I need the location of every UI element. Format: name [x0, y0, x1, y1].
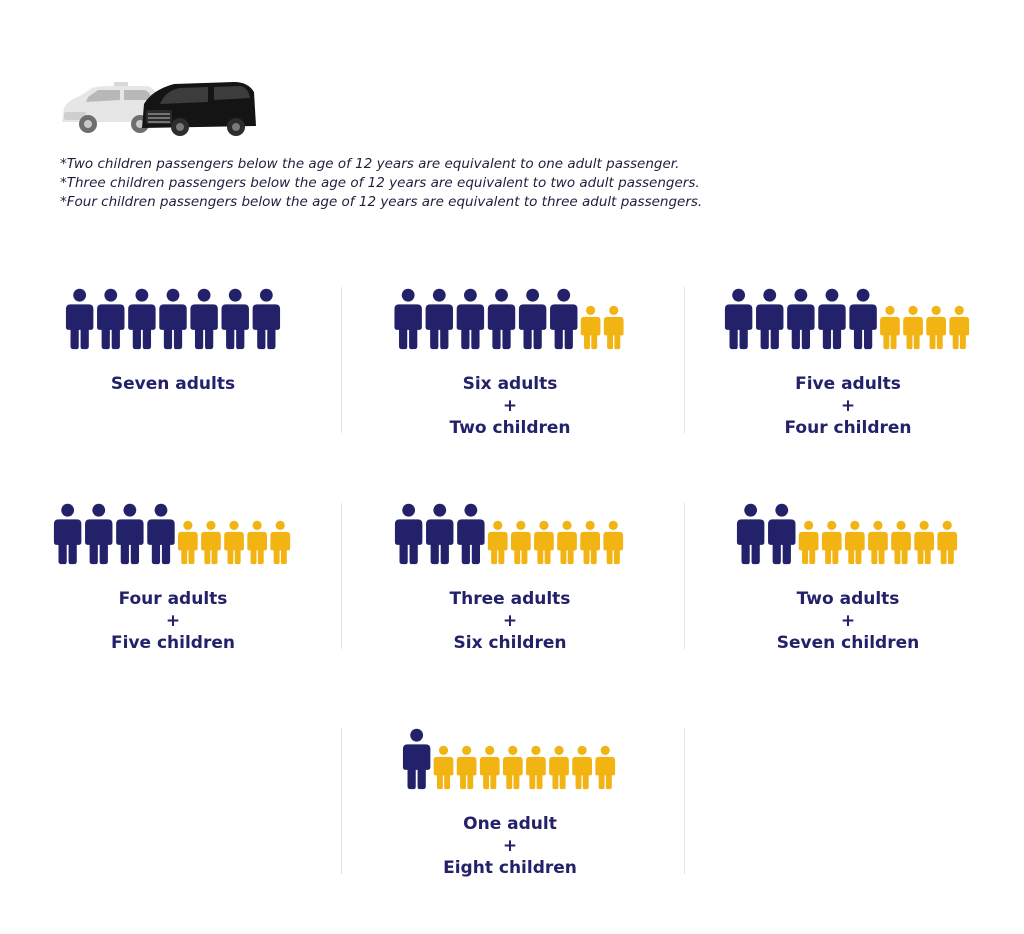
adult-icon	[253, 289, 280, 349]
passenger-icons	[3, 500, 343, 566]
adult-icon	[457, 504, 484, 564]
child-icon	[822, 521, 842, 564]
child-icon	[604, 306, 624, 349]
child-icon	[434, 746, 454, 789]
adult-icon	[737, 504, 764, 564]
child-icon	[247, 521, 267, 564]
combination-label	[3, 588, 343, 654]
plus-sign: +	[165, 611, 181, 631]
adult-icon	[159, 289, 186, 349]
adult-icon	[426, 504, 453, 564]
passenger-icons	[340, 500, 680, 566]
plus-sign: +	[502, 836, 518, 856]
child-icon	[178, 521, 198, 564]
child-icon	[503, 746, 523, 789]
child-icon	[949, 306, 969, 349]
child-icon	[914, 521, 934, 564]
child-icon	[480, 746, 500, 789]
note-line-3: *Four children passengers below the age of 12 years are equivalent to three adult passengers.	[60, 194, 703, 210]
child-icon	[526, 746, 546, 789]
adult-icon	[66, 289, 93, 349]
children-text: Five children	[111, 633, 235, 653]
child-icon	[572, 746, 592, 789]
adult-icon	[725, 289, 752, 349]
child-icon	[549, 746, 569, 789]
plus-sign: +	[840, 396, 856, 416]
children-text: Eight children	[443, 858, 577, 878]
adult-icon	[147, 504, 174, 564]
note-line-2: *Three children passengers below the age of 12 years are equivalent to two adult passengers.	[60, 175, 700, 191]
plus-sign: +	[502, 396, 518, 416]
passenger-icons	[340, 285, 680, 351]
adults-text: Three adults	[449, 589, 571, 609]
note-line-1: *Two children passengers below the age of 12 years are equivalent to one adult passenger.	[60, 156, 680, 172]
child-icon	[937, 521, 957, 564]
passenger-icons	[678, 285, 1018, 351]
adult-icon	[768, 504, 795, 564]
combination-label	[340, 813, 680, 879]
combination-label	[678, 588, 1018, 654]
combination-label	[678, 373, 1018, 439]
child-icon	[903, 306, 923, 349]
adults-text: Four adults	[118, 589, 228, 609]
adult-icon	[787, 289, 814, 349]
adults-text: Six adults	[462, 374, 558, 394]
adult-icon	[550, 289, 577, 349]
child-icon	[224, 521, 244, 564]
child-icon	[799, 521, 819, 564]
child-icon	[581, 306, 601, 349]
adult-icon	[128, 289, 155, 349]
child-icon	[511, 521, 531, 564]
adult-icon	[116, 504, 143, 564]
child-icon	[926, 306, 946, 349]
child-icon	[868, 521, 888, 564]
adults-text: Two adults	[796, 589, 900, 609]
adult-icon	[222, 289, 249, 349]
adult-icon	[457, 289, 484, 349]
adult-icon	[818, 289, 845, 349]
plus-sign: +	[840, 611, 856, 631]
child-icon	[603, 521, 623, 564]
passenger-icons	[340, 725, 680, 791]
child-icon	[457, 746, 477, 789]
combination-label	[340, 588, 680, 654]
adult-icon	[394, 289, 421, 349]
adult-icon	[426, 289, 453, 349]
child-icon	[891, 521, 911, 564]
adult-icon	[756, 289, 783, 349]
child-icon	[595, 746, 615, 789]
divider	[684, 728, 685, 874]
adult-icon	[85, 504, 112, 564]
child-icon	[488, 521, 508, 564]
combination-label	[340, 373, 680, 439]
adults-text: Five adults	[795, 374, 901, 394]
adult-icon	[190, 289, 217, 349]
adult-icon	[395, 504, 422, 564]
children-text: Two children	[449, 418, 571, 438]
adult-icon	[519, 289, 546, 349]
children-text: Four children	[784, 418, 912, 438]
child-icon	[845, 521, 865, 564]
adult-icon	[849, 289, 876, 349]
child-icon	[880, 306, 900, 349]
child-icon	[557, 521, 577, 564]
plus-sign: +	[502, 611, 518, 631]
passenger-icons	[3, 285, 343, 351]
children-text: Six children	[453, 633, 567, 653]
child-icon	[534, 521, 554, 564]
child-icon	[580, 521, 600, 564]
adult-icon	[488, 289, 515, 349]
child-icon	[201, 521, 221, 564]
adult-icon	[97, 289, 124, 349]
adults-text: Seven adults	[110, 374, 236, 394]
children-text: Seven children	[776, 633, 920, 653]
passenger-icons	[678, 500, 1018, 566]
adult-icon	[403, 729, 430, 789]
adult-icon	[54, 504, 81, 564]
child-icon	[270, 521, 290, 564]
adults-text: One adult	[463, 814, 557, 834]
combination-label	[3, 373, 343, 395]
